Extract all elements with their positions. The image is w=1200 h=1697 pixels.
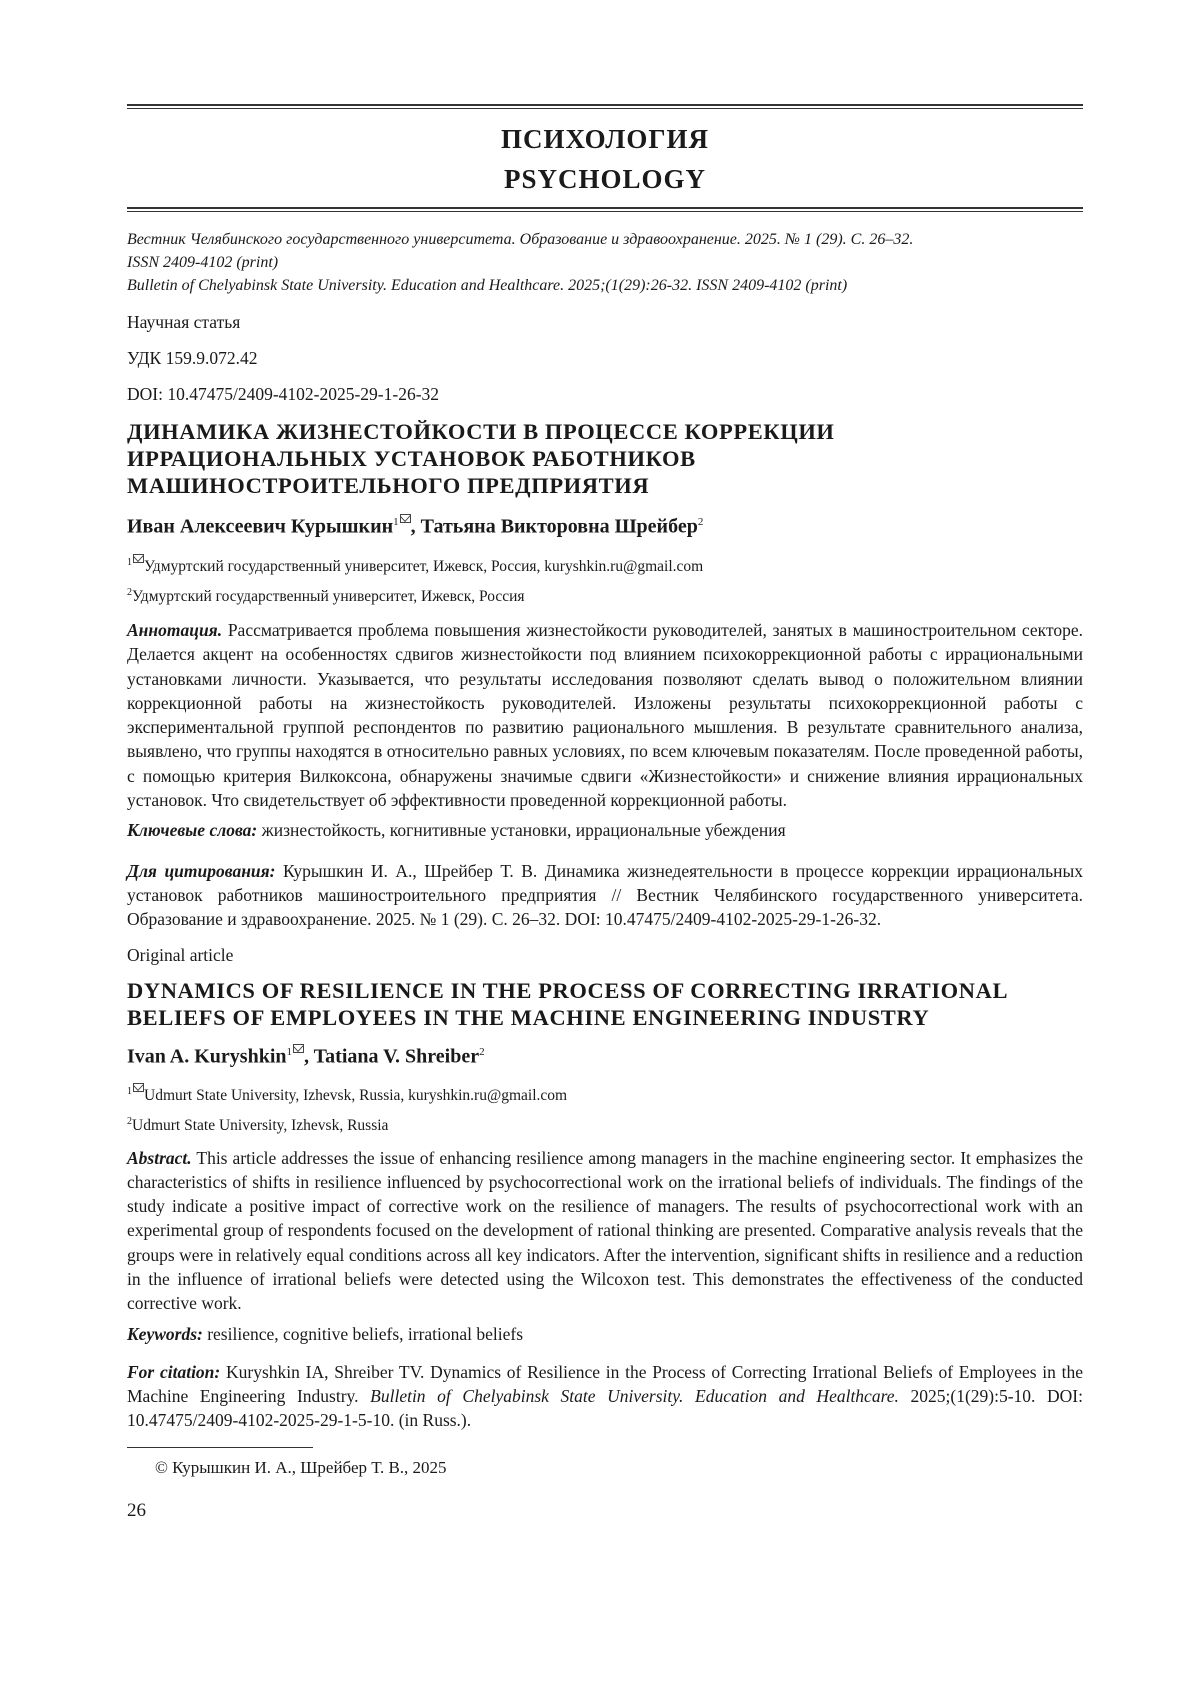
author-separator: , (410, 515, 421, 538)
section-heading-en: PSYCHOLOGY (503, 164, 707, 194)
aff-text: Udmurt State University, Izhevsk, Russia, kuryshkin.ru@gmail.com (144, 1087, 568, 1105)
journal-info (127, 228, 1083, 297)
authors-en (127, 1039, 1083, 1070)
keywords-ru (127, 818, 1083, 842)
top-double-rule (127, 104, 1083, 109)
journal-info-ru-line1: Вестник Челябинского государственного университета. Образование и здравоохранение. 2025. № 1 (29). С. 26–32. (127, 231, 914, 248)
citation-en (127, 1360, 1083, 1433)
keywords-text: resilience, cognitive beliefs, irrational beliefs (207, 1323, 524, 1344)
keywords-label: Ключевые слова: (127, 820, 258, 841)
author-sup: 2 (697, 516, 704, 528)
journal-info-ru-line2: ISSN 2409-4102 (print) (127, 254, 279, 271)
citation-text: 2025;(1(29):5-10. DOI: 10.47475/2409-4102-2025-29-1-5-10. (in Russ.). (127, 1386, 1083, 1431)
article-page (127, 104, 1083, 1522)
page-number: 26 (127, 1499, 146, 1521)
affiliation-ru-1 (127, 552, 1083, 578)
affiliation-ru-2 (127, 582, 1083, 608)
article-title-ru (127, 418, 1083, 499)
aff-text: Udmurt State University, Izhevsk, Russia (132, 1117, 389, 1135)
article-type-en: Original article (127, 944, 234, 965)
abstract-text: This article addresses the issue of enhancing resilience among managers in the machine engineering sector. It emphasizes the characteristics of shifts in resilience influenced by psychocorrectional work on the irrational beliefs of individuals. The findings of the study indicate a positive impact of corrective work on the resilience of managers. The results of psychocorrectional work with an experimental group of respondents focused on the development of rational thinking are presented. Comparative analysis reveals that the groups were in relatively equal conditions across all key indicators. After the intervention, significant shifts in resilience and a reduction in the influence of irrational beliefs were detected using the Wilcoxon test. This demonstrates the effectiveness of the conducted corrective work. (127, 1147, 1083, 1314)
title-en-line: DYNAMICS OF RESILIENCE IN THE PROCESS OF CORRECTING IRRATIONAL (127, 977, 1009, 1003)
affiliation-en-2 (127, 1111, 1083, 1137)
aff-text: Удмуртский государственный университет, Ижевск, Россия (132, 587, 525, 605)
author-name: Tatiana V. Shreiber (313, 1045, 480, 1068)
aff-sup: 1 (127, 556, 132, 568)
citation-ru (127, 859, 1083, 932)
keywords-en (127, 1322, 1083, 1346)
abstract-en (127, 1146, 1083, 1316)
udc-code: УДК 159.9.072.42 (127, 348, 258, 368)
keywords-label: Keywords: (127, 1323, 203, 1344)
citation-label: For citation: (127, 1361, 221, 1382)
aff-sup: 1 (127, 1086, 132, 1098)
article-type-ru: Научная статья (127, 312, 241, 332)
citation-text: Курышкин И. А., Шрейбер Т. В. Динамика жизнедеятельности в процессе коррекции иррациональных установок работников машиностроительного предприятия // Вестник Челябинского государственного университета. Образование и здравоохранение. 2025. № 1 (29). С. 26–32. DOI: 10.47475/2409-4102-2025-29-1-26-32. (127, 860, 1084, 930)
section-heading-ru: ПСИХОЛОГИЯ (500, 124, 710, 154)
abstract-label: Аннотация. (127, 619, 223, 640)
section-heading (127, 119, 1083, 199)
abstract-label: Abstract. (127, 1147, 192, 1168)
envelope-icon (400, 514, 411, 523)
author-sup: 1 (286, 1045, 293, 1058)
journal-info-en: Bulletin of Chelyabinsk State University. Education and Healthcare. 2025;(1(29):26-32. ISSN 2409-4102 (print) (127, 277, 848, 294)
aff-text: Удмуртский государственный университет, Ижевск, Россия, kuryshkin.ru@gmail.com (144, 557, 704, 575)
author-sup: 1 (393, 516, 399, 528)
abstract-ru (127, 618, 1083, 812)
bottom-double-rule (127, 207, 1083, 212)
citation-label: Для цитирования: (127, 860, 276, 881)
keywords-text: жизнестойкость, когнитивные установки, иррациональные убеждения (261, 820, 786, 841)
author-separator: , (304, 1045, 314, 1068)
author-name: Татьяна Викторовна Шрейбер (420, 515, 698, 538)
copyright-note: © Курышкин И. А., Шрейбер Т. В., 2025 (155, 1457, 447, 1477)
article-title-en (127, 977, 1083, 1031)
title-ru-line: ИРРАЦИОНАЛЬНЫХ УСТАНОВОК РАБОТНИКОВ (127, 446, 696, 471)
title-ru-line: ДИНАМИКА ЖИЗНЕСТОЙКОСТИ В ПРОЦЕССЕ КОРРЕКЦИИ (127, 419, 835, 444)
envelope-icon (293, 1044, 304, 1053)
author-sup: 2 (479, 1045, 485, 1058)
title-ru-line: МАШИНОСТРОИТЕЛЬНОГО ПРЕДПРИЯТИЯ (127, 473, 650, 498)
footnote-divider (127, 1447, 313, 1448)
envelope-icon (133, 1083, 144, 1092)
aff-sup: 2 (127, 586, 132, 598)
doi: DOI: 10.47475/2409-4102-2025-29-1-26-32 (127, 384, 440, 404)
citation-text: Kuryshkin IA, Shreiber TV. Dynamics of Resilience in the Process of Correcting Irrational Beliefs of Employees in the Machine Engineering Industry. (127, 1361, 1083, 1407)
affiliation-en-1 (127, 1081, 1083, 1107)
author-name: Ivan A. Kuryshkin (127, 1045, 287, 1068)
author-name: Иван Алексеевич Курышкин (127, 515, 394, 538)
authors-ru (127, 509, 1083, 540)
envelope-icon (133, 554, 144, 563)
aff-sup: 2 (127, 1116, 132, 1128)
citation-journal: Bulletin of Chelyabinsk State University. Education and Healthcare. (370, 1386, 899, 1407)
abstract-text: Рассматривается проблема повышения жизнестойкости руководителей, занятых в машиностроительном секторе. Делается акцент на особенностях сдвигов жизнестойкости под влиянием психокоррекционной работы с иррациональными установками личности. Указывается, что результаты исследования позволяют сделать вывод о положительном влиянии коррекционной работы на жизнестойкость руководителей. Изложены результаты психокоррекционной работы с экспериментальной группой респондентов по развитию рационального мышления. В результате сравнительного анализа, выявлено, что группы находятся в относительно равных условиях, по всем ключевым показателям. После проведенной работы, с помощью критерия Вилкоксона, обнаружены значимые сдвиги «Жизнестойкости» и снижение влияния иррациональных установок. Что свидетельствует об эффективности проведенной коррекционной работы. (127, 619, 1084, 811)
title-en-line: BELIEFS OF EMPLOYEES IN THE MACHINE ENGINEERING INDUSTRY (127, 1004, 930, 1030)
